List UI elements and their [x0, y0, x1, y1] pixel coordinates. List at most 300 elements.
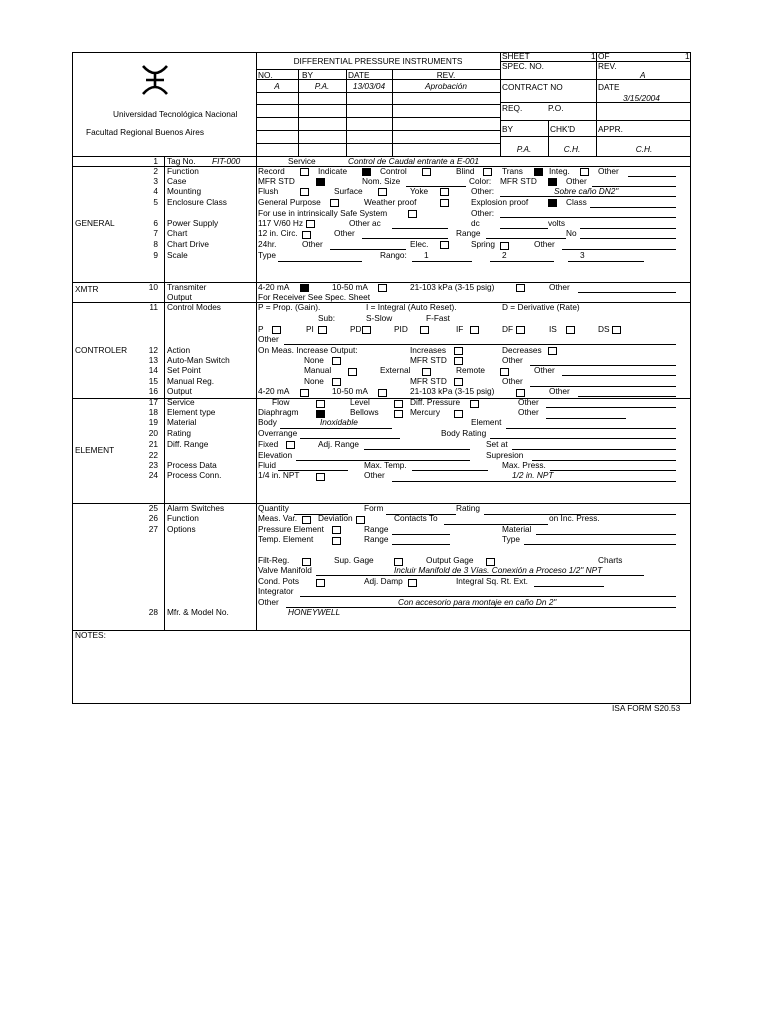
form-title: DIFFERENTIAL PRESSURE INSTRUMENTS	[293, 56, 463, 66]
checkbox[interactable]	[500, 242, 509, 250]
conn-12: 1/2 in. NPT	[512, 470, 554, 480]
chkd-value: C.H.	[563, 144, 581, 154]
blank-field-line[interactable]	[534, 586, 604, 587]
scale-rango: Rango:	[380, 250, 407, 260]
rule	[500, 120, 691, 121]
row-label: Function	[167, 166, 199, 176]
opt-manifold: Incluir Manifold de 3 Vías. Conexión a Proceso 1/2" NPT	[394, 565, 603, 575]
function-indicate: Indicate	[318, 166, 348, 176]
checkbox[interactable]	[316, 579, 325, 587]
rule	[256, 156, 257, 630]
scale-1: 1	[424, 250, 429, 260]
case-mfr: MFR STD	[258, 176, 295, 186]
checkbox[interactable]	[348, 368, 357, 376]
mount-flush: Flush	[258, 186, 279, 196]
checkbox[interactable]	[306, 220, 315, 228]
row-number: 16	[148, 386, 158, 396]
scale-2: 2	[502, 250, 507, 260]
svc-diff: Diff. Pressure	[410, 397, 461, 407]
blank-field-line[interactable]	[580, 238, 676, 239]
row-label: Scale	[167, 250, 188, 260]
mat-body: Body	[258, 417, 277, 427]
rule	[596, 52, 597, 156]
checkbox[interactable]	[548, 178, 557, 186]
blank-field-line[interactable]	[392, 228, 448, 229]
blank-field-line[interactable]	[568, 261, 644, 262]
opt-integral: Integral Sq. Rt. Ext.	[456, 576, 528, 586]
checkbox[interactable]	[440, 199, 449, 207]
checkbox[interactable]	[332, 537, 341, 545]
checkbox[interactable]	[332, 378, 341, 386]
color-mfr: MFR STD	[500, 176, 537, 186]
blank-field-line[interactable]	[524, 544, 676, 545]
checkbox[interactable]	[516, 389, 525, 397]
by-value: P.A.	[516, 144, 532, 154]
pd-maxtemp: Max. Temp.	[364, 460, 407, 470]
row-label: Options	[167, 524, 196, 534]
opt-cond: Cond. Pots	[258, 576, 300, 586]
rating-overrange: Overrange	[258, 428, 298, 438]
checkbox[interactable]	[394, 410, 403, 418]
checkbox[interactable]	[318, 326, 327, 334]
mount-value: Sobre caño DN2"	[554, 186, 619, 196]
checkbox[interactable]	[300, 389, 309, 397]
fn-measvar: Meas. Var.	[258, 513, 298, 523]
service-value: Control de Caudal entrante a E-001	[348, 156, 479, 166]
date-label: DATE	[598, 82, 620, 92]
mode-pid: PID	[394, 324, 408, 334]
mode-d: D = Derivative (Rate)	[502, 302, 580, 312]
svc-level: Level	[350, 397, 370, 407]
conn-14: 1/4 in. NPT	[258, 470, 300, 480]
checkbox[interactable]	[300, 188, 309, 196]
enc-explosion: Explosion proof	[471, 197, 529, 207]
blank-field-line[interactable]	[444, 524, 548, 525]
mount-surface: Surface	[334, 186, 363, 196]
el-bellows: Bellows	[350, 407, 379, 417]
checkbox[interactable]	[500, 368, 509, 376]
range-adj: Adj. Range	[318, 439, 360, 449]
row-number: 14	[148, 365, 158, 375]
row-label: Chart Drive	[167, 239, 209, 249]
rating-body: Body Rating	[441, 428, 487, 438]
checkbox[interactable]	[272, 326, 281, 334]
mode-is: IS	[549, 324, 557, 334]
xmtr-other: Other	[549, 282, 570, 292]
function-blind: Blind	[456, 166, 475, 176]
sheet-number: 1	[591, 51, 596, 61]
row-number: 25	[148, 503, 158, 513]
checkbox[interactable]	[316, 178, 325, 186]
row-number: 3	[153, 176, 158, 186]
blank-field-line[interactable]	[392, 544, 450, 545]
rev-table-rev: REV.	[436, 70, 456, 80]
checkbox[interactable]	[316, 400, 325, 408]
mode-p: P = Prop. (Gain).	[258, 302, 321, 312]
rule	[72, 398, 691, 399]
row-number: 7	[153, 228, 158, 238]
row-label: Alarm Switches	[167, 503, 225, 513]
checkbox[interactable]	[394, 400, 403, 408]
checkbox[interactable]	[483, 168, 492, 176]
mode-ds: DS	[598, 324, 610, 334]
row-label: Process Conn.	[167, 470, 222, 480]
checkbox[interactable]	[454, 378, 463, 386]
req-label: REQ.	[502, 103, 523, 113]
date-value: 3/15/2004	[623, 93, 660, 103]
checkbox[interactable]	[300, 168, 309, 176]
opt-other-value: Con accesorio para montaje en caño Dn 2"	[398, 597, 557, 607]
blank-field-line[interactable]	[392, 534, 450, 535]
row-label: Output	[167, 386, 192, 396]
xmtr-kpa: 21-103 kPa (3-15 psig)	[410, 282, 495, 292]
row-number: 2	[153, 166, 158, 176]
rev-row-no: A	[274, 81, 280, 91]
checkbox[interactable]	[548, 347, 557, 355]
row-number: 8	[153, 239, 158, 249]
action-on-meas: On Meas. Increase Output:	[258, 345, 358, 355]
function-other: Other	[598, 166, 619, 176]
opt-valve: Valve Manifold	[258, 565, 312, 575]
checkbox[interactable]	[356, 516, 365, 524]
section-xmtr: XMTR	[75, 284, 99, 294]
mr-other: Other	[502, 376, 523, 386]
checkbox[interactable]	[378, 284, 387, 292]
out-other: Other	[549, 386, 570, 396]
tag-value: FIT-000	[212, 156, 241, 166]
opt-filt: Filt-Reg.	[258, 555, 290, 565]
xmtr-420: 4-20 mA	[258, 282, 290, 292]
row-number: 27	[148, 524, 158, 534]
mode-if: IF	[456, 324, 464, 334]
chart-no: No	[566, 228, 577, 238]
opt-damp: Adj. Damp	[364, 576, 403, 586]
checkbox[interactable]	[548, 199, 557, 207]
checkbox[interactable]	[516, 284, 525, 292]
drive-elec: Elec.	[410, 239, 429, 249]
row-number: 12	[148, 345, 158, 355]
checkbox[interactable]	[408, 579, 417, 587]
checkbox[interactable]	[302, 231, 311, 239]
enc-intrinsic: For use in intrinsically Safe System	[258, 208, 388, 218]
checkbox[interactable]	[302, 516, 311, 524]
rev-table-date: DATE	[348, 70, 370, 80]
row-label: Action	[167, 345, 191, 355]
blank-field-line[interactable]	[580, 228, 676, 229]
faculty-name: Facultad Regional Buenos Aires	[86, 127, 205, 137]
function-trans: Trans	[502, 166, 523, 176]
out-kpa: 21-103 kPa (3-15 psig)	[410, 386, 495, 396]
university-name: Universidad Tecnológica Nacional	[113, 109, 238, 119]
row-label: Case	[167, 176, 187, 186]
blank-field-line[interactable]	[364, 449, 470, 450]
checkbox[interactable]	[422, 368, 431, 376]
row-number: 4	[153, 186, 158, 196]
chkd-label: CHK'D	[550, 124, 576, 134]
checkbox[interactable]	[378, 188, 387, 196]
mode-slow: S-Slow	[366, 313, 393, 323]
checkbox[interactable]	[332, 526, 341, 534]
row-label: Material	[167, 417, 197, 427]
row-label: Diff. Range	[167, 439, 209, 449]
xmtr-receiver: For Receiver See Spec. Sheet	[258, 292, 371, 302]
chart-range: Range	[456, 228, 481, 238]
rule	[256, 69, 500, 70]
action-dec: Decreases	[502, 345, 542, 355]
section-general: GENERAL	[75, 218, 115, 228]
el-mercury: Mercury	[410, 407, 440, 417]
el-diaphragm: Diaphragm	[258, 407, 299, 417]
rule	[500, 79, 691, 80]
el-other: Other	[518, 407, 539, 417]
appr-value: C.H.	[635, 144, 653, 154]
opt-outgage: Output Gage	[426, 555, 474, 565]
checkbox[interactable]	[470, 326, 479, 334]
rule	[500, 52, 501, 156]
row-label: Enclosure Class	[167, 197, 227, 207]
notes-label: NOTES:	[75, 630, 106, 640]
out-1050: 10-50 mA	[332, 386, 368, 396]
checkbox[interactable]	[516, 326, 525, 334]
svc-flow: Flow	[272, 397, 290, 407]
checkbox[interactable]	[286, 441, 295, 449]
rev-value: A	[640, 70, 646, 80]
power-volts: volts	[548, 218, 566, 228]
row-number: 21	[148, 439, 158, 449]
blank-field-line[interactable]	[506, 428, 676, 429]
row-label: Function	[167, 513, 199, 523]
checkbox[interactable]	[440, 241, 449, 249]
enc-class: Class	[566, 197, 587, 207]
blank-field-line[interactable]	[562, 375, 676, 376]
utn-logo	[140, 64, 170, 96]
out-420: 4-20 mA	[258, 386, 290, 396]
mount-yoke: Yoke	[410, 186, 429, 196]
row-label: Mounting	[167, 186, 202, 196]
rev-row-date: 13/03/04	[352, 81, 386, 91]
checkbox[interactable]	[422, 168, 431, 176]
blank-field-line[interactable]	[412, 470, 488, 471]
checkbox[interactable]	[420, 326, 429, 334]
svc-other: Other	[518, 397, 539, 407]
row-label: Set Point	[167, 365, 201, 375]
po-label: P.O.	[548, 103, 564, 113]
row-number: 5	[153, 197, 158, 207]
xmtr-1050: 10-50 mA	[332, 282, 368, 292]
mode-p2: P	[258, 324, 264, 334]
pd-maxpress: Max. Press.	[502, 460, 546, 470]
row-number: 15	[148, 376, 158, 386]
blank-field-line[interactable]	[362, 238, 448, 239]
checkbox[interactable]	[378, 389, 387, 397]
row-number: 17	[148, 397, 158, 407]
supresion: Supresion	[486, 450, 524, 460]
row-number: 23	[148, 460, 158, 470]
blank-field-line[interactable]	[536, 534, 676, 535]
blank-field-line[interactable]	[412, 261, 472, 262]
sp-remote: Remote	[456, 365, 486, 375]
opt-te: Temp. Element	[258, 534, 314, 544]
checkbox[interactable]	[330, 199, 339, 207]
power-dc: dc	[471, 218, 480, 228]
mfr-value: HONEYWELL	[288, 607, 341, 617]
fn-deviation: Deviation	[318, 513, 353, 523]
mode-pi: PI	[306, 324, 314, 334]
row-number: 10	[148, 282, 158, 292]
checkbox[interactable]	[440, 188, 449, 196]
blank-field-line[interactable]	[546, 407, 676, 408]
blank-field-line[interactable]	[490, 438, 676, 439]
checkbox[interactable]	[470, 400, 479, 408]
blank-field-line[interactable]	[546, 418, 626, 419]
mode-pd: PD	[350, 324, 362, 334]
row-label: Tag No.	[167, 156, 196, 166]
sp-other: Other	[534, 365, 555, 375]
sp-manual: Manual	[304, 365, 332, 375]
chart-other: Other	[334, 228, 355, 238]
mode-other: Other	[258, 334, 279, 344]
range-fixed: Fixed	[258, 439, 279, 449]
blank-field-line[interactable]	[578, 292, 676, 293]
mount-other: Other:	[471, 186, 495, 196]
appr-label: APPR.	[598, 124, 623, 134]
row-number: 28	[148, 607, 158, 617]
power-117: 117 V/60 Hz	[258, 218, 304, 228]
row-label: Power Supply	[167, 218, 219, 228]
scale-type: Type	[258, 250, 276, 260]
rev-row-by: P.A.	[314, 81, 330, 91]
row-number: 6	[153, 218, 158, 228]
rule	[256, 143, 500, 144]
row-number: 18	[148, 407, 158, 417]
row-number: 1	[153, 156, 158, 166]
row-label: Manual Reg.	[167, 376, 215, 386]
row-label: Auto-Man Switch	[167, 355, 230, 365]
row-label: Rating	[167, 428, 191, 438]
checkbox[interactable]	[300, 284, 309, 292]
blank-field-line[interactable]	[278, 261, 362, 262]
rev-label: REV.	[598, 61, 617, 71]
of-label: OF	[598, 51, 610, 61]
row-number: 24	[148, 470, 158, 480]
mat-element: Element	[471, 417, 502, 427]
checkbox[interactable]	[454, 347, 463, 355]
chart-circ: 12 in. Circ.	[258, 228, 298, 238]
checkbox[interactable]	[566, 326, 575, 334]
row-number: 13	[148, 355, 158, 365]
elevation: Elevation	[258, 450, 293, 460]
blank-field-line[interactable]	[578, 396, 676, 397]
sp-external: External	[380, 365, 411, 375]
mode-fast: F-Fast	[426, 313, 450, 323]
mr-mfr: MFR STD	[410, 376, 447, 386]
opt-other: Other	[258, 597, 279, 607]
function-record: Record	[258, 166, 285, 176]
blank-field-line[interactable]	[590, 207, 676, 208]
rule	[72, 630, 691, 631]
am-mfr: MFR STD	[410, 355, 447, 365]
alarm-quantity: Quantity	[258, 503, 289, 513]
sheet-label: SHEET	[502, 51, 530, 61]
blank-field-line[interactable]	[512, 449, 676, 450]
by-label: BY	[502, 124, 514, 134]
blank-field-line[interactable]	[500, 217, 676, 218]
conn-other: Other	[364, 470, 385, 480]
row-label: Control Modes	[167, 302, 221, 312]
enc-weather: Weather proof	[364, 197, 417, 207]
fn-oninc: on Inc. Press.	[549, 513, 600, 523]
enc-other: Other:	[471, 208, 495, 218]
row-number: 22	[148, 450, 158, 460]
rule	[256, 92, 500, 93]
spec-no-label: SPEC. NO.	[502, 61, 544, 71]
opt-integrator: Integrator	[258, 586, 294, 596]
am-other: Other	[502, 355, 523, 365]
checkbox[interactable]	[612, 326, 621, 334]
form-footer: ISA FORM S20.53	[612, 703, 681, 713]
color-label: Color:	[469, 176, 492, 186]
row-number: 19	[148, 417, 158, 427]
checkbox[interactable]	[408, 210, 417, 218]
blank-field-line[interactable]	[550, 470, 676, 471]
rev-row-rev: Aprobación	[425, 81, 467, 91]
mode-sub: Sub:	[318, 313, 336, 323]
nom-size: Nom. Size	[362, 176, 401, 186]
section-element: ELEMENT	[75, 445, 115, 455]
checkbox[interactable]	[580, 168, 589, 176]
rev-table-no: NO.	[258, 70, 273, 80]
row-number: 20	[148, 428, 158, 438]
blank-field-line[interactable]	[500, 228, 548, 229]
checkbox[interactable]	[454, 410, 463, 418]
row-number: 26	[148, 513, 158, 523]
checkbox[interactable]	[362, 168, 371, 176]
mode-i: I = Integral (Auto Reset).	[366, 302, 457, 312]
opt-sup: Sup. Gage	[334, 555, 374, 565]
checkbox[interactable]	[362, 326, 371, 334]
service-label: Service	[288, 156, 316, 166]
checkbox[interactable]	[332, 357, 341, 365]
checkbox[interactable]	[316, 473, 325, 481]
blank-field-line[interactable]	[490, 261, 554, 262]
blank-field-line[interactable]	[628, 176, 676, 177]
pd-fluid: Fluid	[258, 460, 276, 470]
opt-type: Type	[502, 534, 520, 544]
blank-field-line[interactable]	[286, 607, 676, 608]
rule	[256, 79, 500, 80]
row-label: Mfr. & Model No.	[167, 607, 229, 617]
drive-other2: Other	[534, 239, 555, 249]
rule	[256, 130, 500, 131]
enc-general: General Purpose	[258, 197, 321, 207]
opt-pe: Pressure Element	[258, 524, 324, 534]
blank-field-line[interactable]	[532, 460, 676, 461]
checkbox[interactable]	[534, 168, 543, 176]
blank-field-line[interactable]	[392, 481, 676, 482]
row-label: Transmiter	[167, 282, 207, 292]
rule	[500, 136, 691, 137]
row-number: 9	[153, 250, 158, 260]
row-label: Output	[167, 292, 192, 302]
function-control: Control	[380, 166, 407, 176]
rule	[164, 156, 165, 630]
fn-contacts: Contacts To	[394, 513, 438, 523]
mode-df: DF	[502, 324, 514, 334]
checkbox[interactable]	[454, 357, 463, 365]
row-label: Process Data	[167, 460, 217, 470]
rule	[256, 104, 500, 105]
range-setat: Set at	[486, 439, 508, 449]
